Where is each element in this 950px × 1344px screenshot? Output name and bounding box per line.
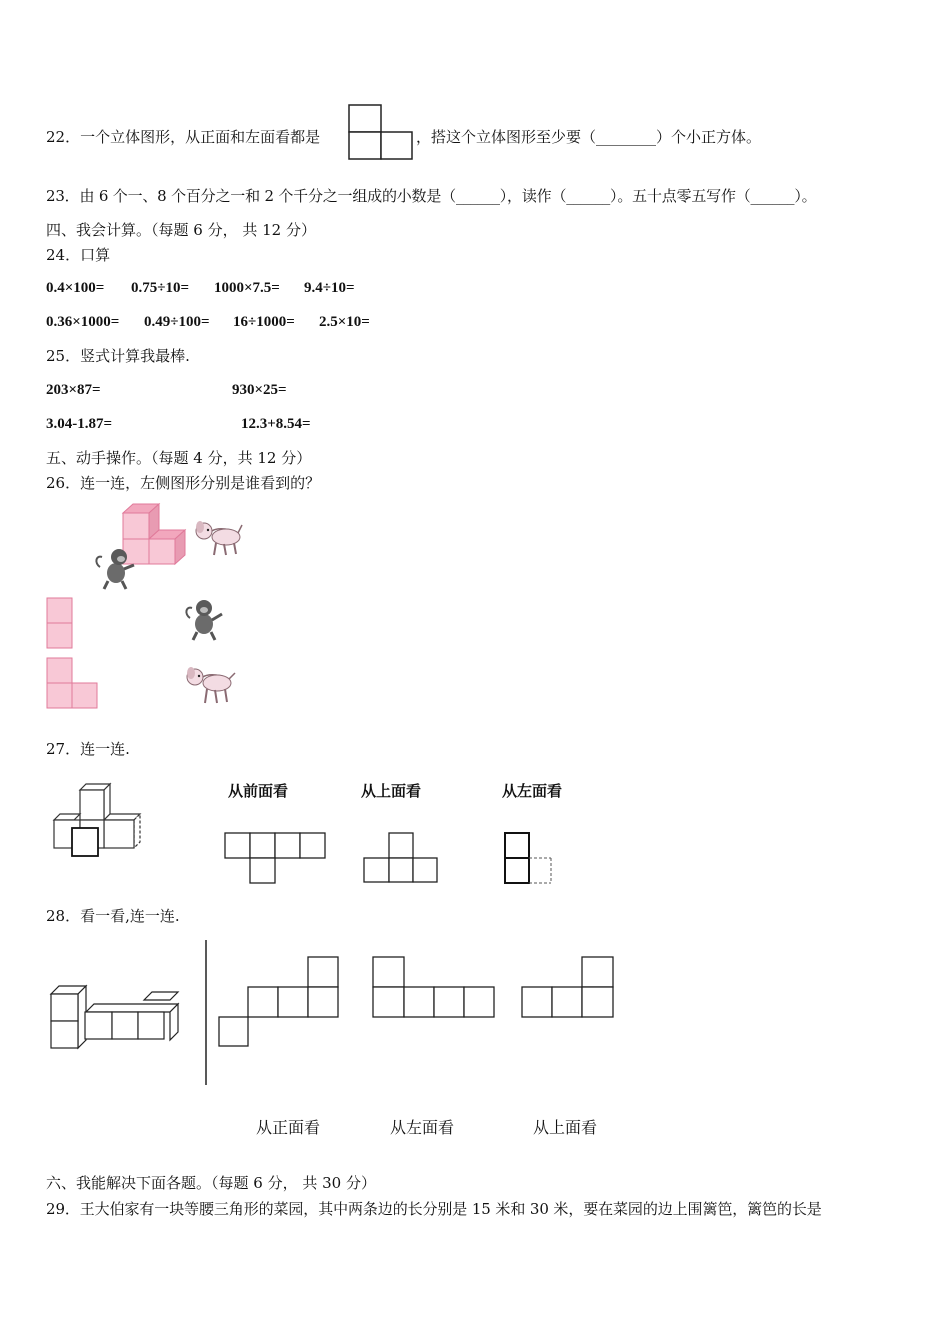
q27-label-left: 从左面看 bbox=[502, 782, 563, 800]
q25-item: 203×87= bbox=[46, 382, 101, 398]
q27-view-t-shape bbox=[224, 832, 326, 886]
q28-divider bbox=[204, 940, 208, 1086]
q26-shape-l bbox=[46, 657, 100, 709]
section5-title: 五、动手操作。（每题 4 分，共 12 分） bbox=[46, 449, 312, 467]
q24-item: 16÷1000= bbox=[233, 314, 295, 330]
q22-shape-figure bbox=[348, 104, 414, 160]
q28-view-l-shape bbox=[372, 956, 496, 1018]
q28-view-stair-shape bbox=[218, 956, 340, 1048]
q24-item: 0.49÷100= bbox=[144, 314, 210, 330]
monkey-icon bbox=[92, 545, 138, 591]
monkey-icon bbox=[182, 596, 228, 642]
q24-title: 24．口算 bbox=[46, 246, 111, 264]
q25-title: 25．竖式计算我最棒. bbox=[46, 347, 190, 365]
q24-item: 2.5×10= bbox=[319, 314, 370, 330]
q27-view-column-shape bbox=[503, 832, 555, 886]
q27-label-front: 从前面看 bbox=[228, 782, 289, 800]
q26-shape-column bbox=[46, 597, 74, 649]
q25-item: 12.3+8.54= bbox=[241, 416, 311, 432]
dog-icon bbox=[181, 663, 241, 707]
q28-view-reverse-l-shape bbox=[521, 956, 615, 1018]
q22-text-after: ，搭这个立体图形至少要（________）个小正方体。 bbox=[416, 128, 762, 146]
q27-solid-figure bbox=[50, 780, 150, 860]
q24-item: 1000×7.5= bbox=[214, 280, 280, 296]
q25-item: 3.04-1.87= bbox=[46, 416, 113, 432]
q28-label-front: 从正面看 bbox=[256, 1118, 321, 1137]
q26-title: 26．连一连，左侧图形分别是谁看到的？ bbox=[46, 474, 321, 492]
q23-text: 23．由 6 个一、8 个百分之一和 2 个千分之一组成的小数是（______），读作（______）。五十点零五写作（______）。 bbox=[46, 187, 817, 205]
q27-label-top: 从上面看 bbox=[361, 782, 422, 800]
q28-label-left: 从左面看 bbox=[390, 1118, 455, 1137]
q24-item: 9.4÷10= bbox=[304, 280, 355, 296]
q28-title: 28．看一看,连一连. bbox=[46, 907, 180, 925]
dog-icon bbox=[190, 517, 248, 559]
q28-solid-figure bbox=[48, 982, 183, 1050]
q29-text: 29．王大伯家有一块等腰三角形的菜园，其中两条边的长分别是 15 米和 30 米，要在菜园的边上围篱笆，篱笆的长是 bbox=[46, 1200, 822, 1218]
q28-label-top: 从上面看 bbox=[533, 1118, 598, 1137]
q27-title: 27．连一连. bbox=[46, 740, 130, 758]
q24-item: 0.36×1000= bbox=[46, 314, 120, 330]
q25-item: 930×25= bbox=[232, 382, 287, 398]
section4-title: 四、我会计算。（每题 6 分， 共 12 分） bbox=[46, 221, 316, 239]
q27-view-inverted-t-shape bbox=[363, 832, 439, 884]
q22-text-before: 22．一个立体图形，从正面和左面看都是 bbox=[46, 128, 321, 146]
section6-title: 六、我能解决下面各题。（每题 6 分， 共 30 分） bbox=[46, 1174, 376, 1192]
q24-item: 0.4×100= bbox=[46, 280, 105, 296]
q24-item: 0.75÷10= bbox=[131, 280, 190, 296]
